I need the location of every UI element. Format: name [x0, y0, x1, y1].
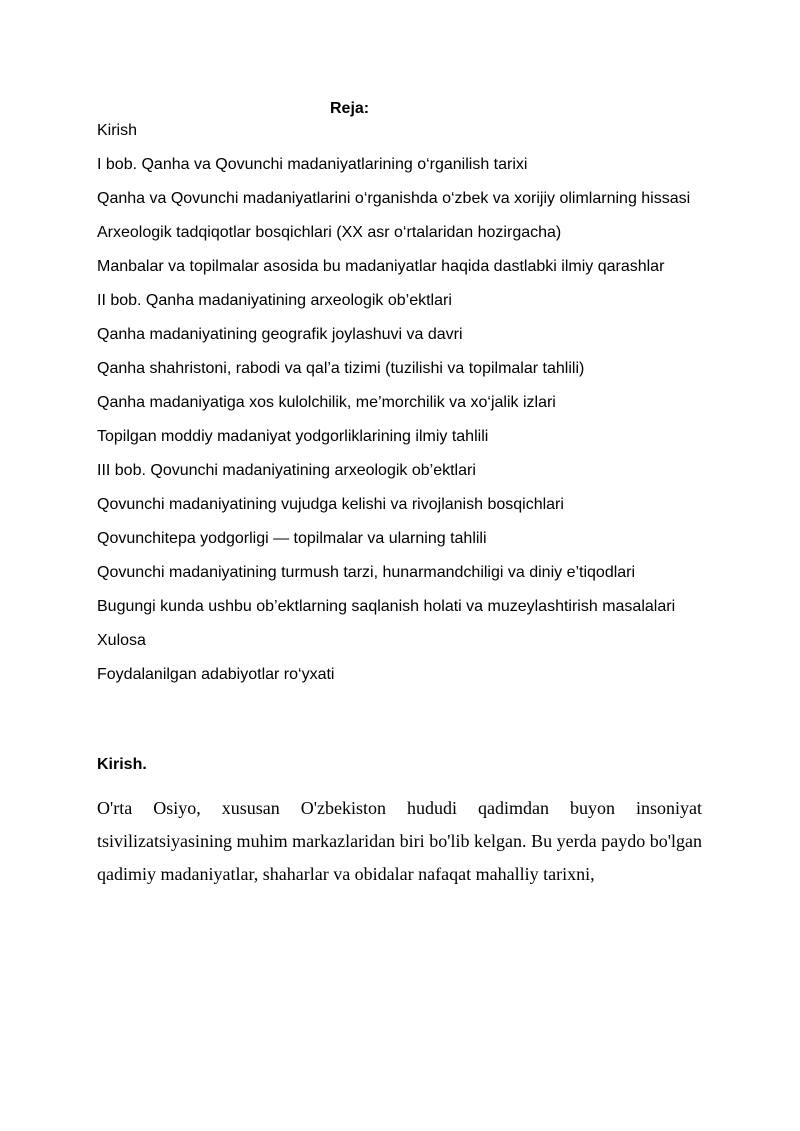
plan-item: Qanha va Qovunchi madaniyatlarini o‘rganishda o‘zbek va xorijiy olimlarning hissasi: [97, 190, 691, 207]
plan-item: Manbalar va topilmalar asosida bu madaniyatlar haqida dastlabki ilmiy qarashlar: [97, 258, 665, 275]
plan-item-conclusion: Xulosa: [97, 632, 146, 649]
plan-item-chapter-3: III bob. Qovunchi madaniyatining arxeologik ob’ektlari: [97, 462, 476, 479]
plan-item: Topilgan moddiy madaniyat yodgorliklarining ilmiy tahlili: [97, 428, 489, 445]
plan-item: Qanha madaniyatining geografik joylashuvi va davri: [97, 326, 463, 343]
document-content: [97, 98, 702, 891]
plan-item-intro: Kirish: [97, 122, 138, 139]
plan-list: [97, 120, 702, 692]
plan-item: Qovunchi madaniyatining turmush tarzi, hunarmandchiligi va diniy e’tiqodlari: [97, 564, 636, 581]
plan-item: Arxeologik tadqiqotlar bosqichlari (XX asr o‘rtalaridan hozirgacha): [97, 224, 562, 241]
plan-heading: Reja:: [330, 100, 370, 117]
intro-heading: Kirish.: [97, 756, 147, 773]
plan-item: Bugungi kunda ushbu ob’ektlarning saqlanish holati va muzeylashtirish masalalari: [97, 598, 676, 615]
plan-item: Qovunchitepa yodgorligi — topilmalar va ularning tahlili: [97, 530, 487, 547]
plan-item-chapter-1: I bob. Qanha va Qovunchi madaniyatlarining o‘rganilish tarixi: [97, 156, 528, 173]
plan-item-references: Foydalanilgan adabiyotlar ro‘yxati: [97, 666, 335, 683]
plan-item-chapter-2: II bob. Qanha madaniyatining arxeologik ob’ektlari: [97, 292, 452, 309]
plan-item: Qanha shahristoni, rabodi va qal’a tizimi (tuzilishi va topilmalar tahlili): [97, 360, 585, 377]
intro-paragraph: O'rta Osiyo, xususan O'zbekiston hududi qadimdan buyon insoniyat tsivilizatsiyasining muhim markazlaridan biri bo'lib kelgan. Bu yerda paydo bo'lgan qadimiy madaniyatlar, shaharlar va obidalar nafaqat mahalliy tarixni,: [97, 798, 702, 884]
plan-item: Qovunchi madaniyatining vujudga kelishi va rivojlanish bosqichlari: [97, 496, 564, 513]
plan-item: Qanha madaniyatiga xos kulolchilik, me’morchilik va xo‘jalik izlari: [97, 394, 556, 411]
